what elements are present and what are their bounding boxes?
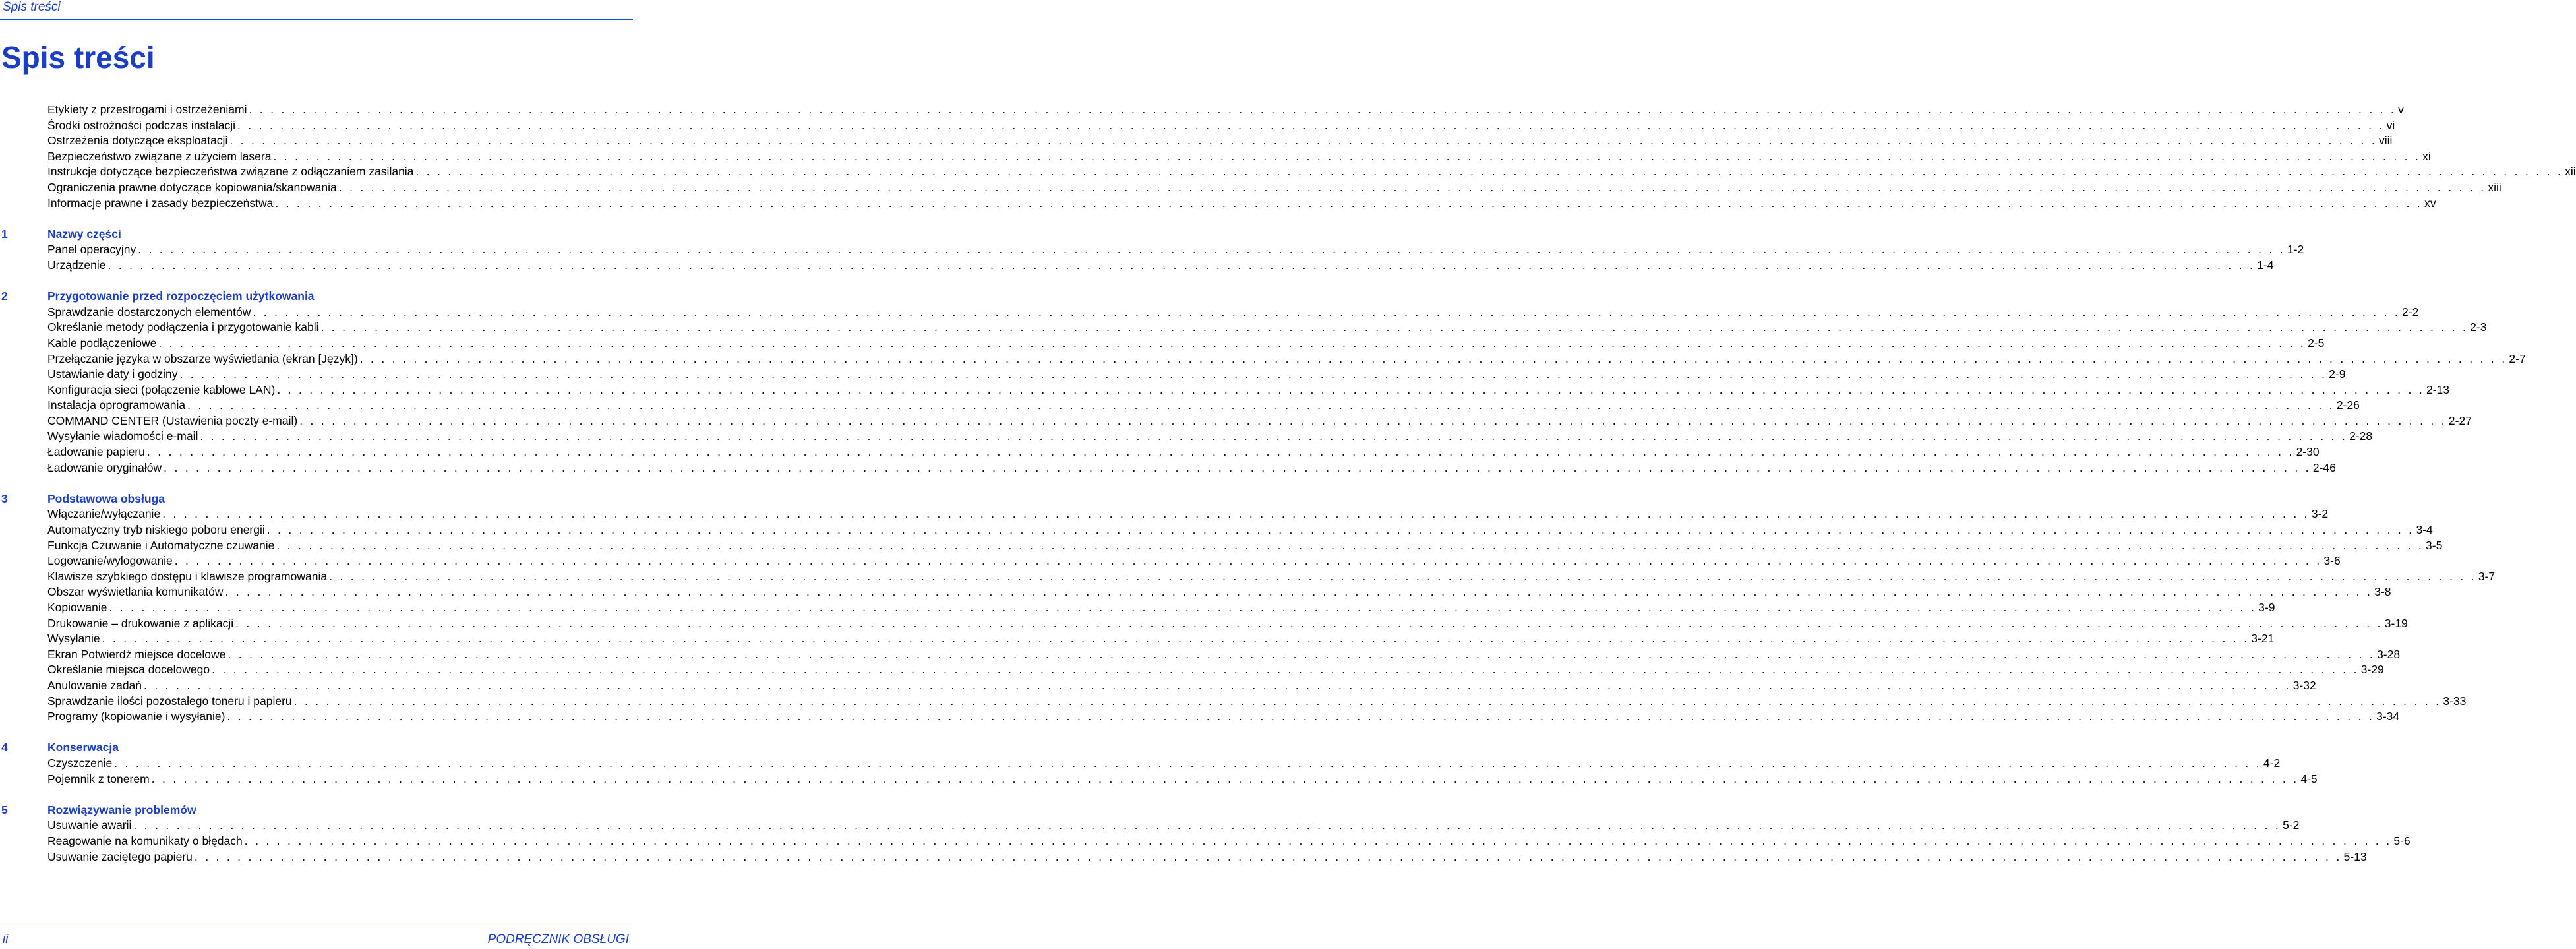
toc-entry[interactable] — [47, 756, 2281, 772]
chapter-number: 4 — [1, 741, 8, 754]
toc-dot-leader: . . . . . . . . . . . . . . . . . . . . . . . . . . . . . . . . . . . . . . . . . . . . . . . . . . . . . . . . . . . . . . . . . . . . . . . . . . . . . . . . . . . . . . . . . . . . . . . . . . . . . . . . . . . . . . . . . . . . . . . . . . . . . . . . . . . . . . . . . . . . . . . . . . . . . . . . . . . . . . . . . . . . . . . . . . . . . . . . . . . . . . . . . . . . . . . . . . . . . . . . — [194, 849, 2342, 863]
toc-entry[interactable] — [47, 522, 2433, 538]
toc-entry-page: 3-28 — [2377, 647, 2401, 661]
toc-entry[interactable] — [47, 398, 2360, 413]
chapter-title: Podstawowa obsługa — [47, 491, 165, 505]
toc-entry-page: 2-7 — [2509, 352, 2526, 365]
toc-entry-page: 2-46 — [2312, 460, 2336, 474]
chapter-section — [0, 289, 2526, 475]
toc-dot-leader: . . . . . . . . . . . . . . . . . . . . . . . . . . . . . . . . . . . . . . . . . . . . . . . . . . . . . . . . . . . . . . . . . . . . . . . . . . . . . . . . . . . . . . . . . . . . . . . . . . . . . . . . . . . . . . . . . . . . . . . . . . . . . . . . . . . . . . . . . . . . . . . . . . . . . . . . . . . . . . . . . . . . . . . . . . . . . . . . . . . . . . . . . . . . . . . . . . . . . . . . — [276, 538, 2424, 552]
toc-entry-title: Ekran Potwierdź miejsce docelowe — [47, 647, 226, 661]
toc-entry[interactable] — [47, 444, 2320, 460]
toc-dot-leader: . . . . . . . . . . . . . . . . . . . . . . . . . . . . . . . . . . . . . . . . . . . . . . . . . . . . . . . . . . . . . . . . . . . . . . . . . . . . . . . . . . . . . . . . . . . . . . . . . . . . . . . . . . . . . . . . . . . . . . . . . . . . . . . . . . . . . . . . . . . . . . . . . . . . . . . . . . . . . . . . . . . . . . . . . . . . . . . . . . . . . . . . . . . . . . . . . . . . . . . . — [293, 694, 2441, 708]
toc-entry[interactable] — [47, 694, 2467, 710]
toc-entry[interactable] — [47, 180, 2501, 196]
toc-entry-title: Panel operacyjny — [47, 243, 136, 257]
toc-entry-page: 2-2 — [2402, 305, 2419, 319]
toc-dot-leader: . . . . . . . . . . . . . . . . . . . . . . . . . . . . . . . . . . . . . . . . . . . . . . . . . . . . . . . . . . . . . . . . . . . . . . . . . . . . . . . . . . . . . . . . . . . . . . . . . . . . . . . . . . . . . . . . . . . . . . . . . . . . . . . . . . . . . . . . . . . . . . . . . . . . . . . . . . . . . . . . . . . . . . . . . . . . . . . . . . . . . . . . . . . . . . . . . . . . . . . . — [133, 818, 2281, 832]
toc-entry-page: 2-9 — [2329, 367, 2346, 381]
toc-entry[interactable] — [47, 631, 2275, 647]
toc-entry-page: 3-19 — [2384, 616, 2408, 630]
toc-entry-page: 5-13 — [2343, 849, 2367, 863]
toc-dot-leader: . . . . . . . . . . . . . . . . . . . . . . . . . . . . . . . . . . . . . . . . . . . . . . . . . . . . . . . . . . . . . . . . . . . . . . . . . . . . . . . . . . . . . . . . . . . . . . . . . . . . . . . . . . . . . . . . . . . . . . . . . . . . . . . . . . . . . . . . . . . . . . . . . . . . . . . . . . . . . . . . . . . . . . . . . . . . . . . . . . . . . . . . . . . . . . . . . . . . . . . . — [109, 601, 2257, 614]
toc-entry[interactable] — [47, 367, 2346, 383]
toc-dot-leader: . . . . . . . . . . . . . . . . . . . . . . . . . . . . . . . . . . . . . . . . . . . . . . . . . . . . . . . . . . . . . . . . . . . . . . . . . . . . . . . . . . . . . . . . . . . . . . . . . . . . . . . . . . . . . . . . . . . . . . . . . . . . . . . . . . . . . . . . . . . . . . . . . . . . . . . . . . . . . . . . . . . . . . . . . . . . . . . . . . . . . . . . . . . . . . . . . . . . . . . . — [359, 352, 2507, 365]
toc-dot-leader: . . . . . . . . . . . . . . . . . . . . . . . . . . . . . . . . . . . . . . . . . . . . . . . . . . . . . . . . . . . . . . . . . . . . . . . . . . . . . . . . . . . . . . . . . . . . . . . . . . . . . . . . . . . . . . . . . . . . . . . . . . . . . . . . . . . . . . . . . . . . . . . . . . . . . . . . . . . . . . . . . . . . . . . . . . . . . . . . . . . . . . . . . . . . . . . . . . . . . . . . — [225, 585, 2373, 599]
toc-dot-leader: . . . . . . . . . . . . . . . . . . . . . . . . . . . . . . . . . . . . . . . . . . . . . . . . . . . . . . . . . . . . . . . . . . . . . . . . . . . . . . . . . . . . . . . . . . . . . . . . . . . . . . . . . . . . . . . . . . . . . . . . . . . . . . . . . . . . . . . . . . . . . . . . . . . . . . . . . . . . . . . . . . . . . . . . . . . . . . . . . . . . . . . . . . . . . . . . . . . . . . . . — [227, 647, 2376, 661]
toc-entry-page: 2-3 — [2470, 321, 2487, 334]
toc-dot-leader: . . . . . . . . . . . . . . . . . . . . . . . . . . . . . . . . . . . . . . . . . . . . . . . . . . . . . . . . . . . . . . . . . . . . . . . . . . . . . . . . . . . . . . . . . . . . . . . . . . . . . . . . . . . . . . . . . . . . . . . . . . . . . . . . . . . . . . . . . . . . . . . . . . . . . . . . . . . . . . . . . . . . . . . . . . . . . . . . . . . . . . . . . . . . . . . . . . . . . . . . — [338, 180, 2486, 194]
chapter-title: Przygotowanie przed rozpoczęciem użytkowania — [47, 290, 315, 303]
toc-dot-leader: . . . . . . . . . . . . . . . . . . . . . . . . . . . . . . . . . . . . . . . . . . . . . . . . . . . . . . . . . . . . . . . . . . . . . . . . . . . . . . . . . . . . . . . . . . . . . . . . . . . . . . . . . . . . . . . . . . . . . . . . . . . . . . . . . . . . . . . . . . . . . . . . . . . . . . . . . . . . . . . . . . . . . . . . . . . . . . . . . . . . . . . . . . . . . . . . . . . . . . . . — [275, 196, 2423, 210]
toc-dot-leader: . . . . . . . . . . . . . . . . . . . . . . . . . . . . . . . . . . . . . . . . . . . . . . . . . . . . . . . . . . . . . . . . . . . . . . . . . . . . . . . . . . . . . . . . . . . . . . . . . . . . . . . . . . . . . . . . . . . . . . . . . . . . . . . . . . . . . . . . . . . . . . . . . . . . . . . . . . . . . . . . . . . . . . . . . . . . . . . . . . . . . . . . . . . . . . . . . . . . . . . . — [162, 507, 2310, 521]
chapter-section — [0, 227, 2304, 274]
toc-entry-title: Obszar wyświetlania komunikatów — [47, 585, 224, 599]
toc-dot-leader: . . . . . . . . . . . . . . . . . . . . . . . . . . . . . . . . . . . . . . . . . . . . . . . . . . . . . . . . . . . . . . . . . . . . . . . . . . . . . . . . . . . . . . . . . . . . . . . . . . . . . . . . . . . . . . . . . . . . . . . . . . . . . . . . . . . . . . . . . . . . . . . . . . . . . . . . . . . . . . . . . . . . . . . . . . . . . . . . . . . . . . . . . . . . . . . . . . . . . . . . — [187, 398, 2335, 412]
toc-dot-leader: . . . . . . . . . . . . . . . . . . . . . . . . . . . . . . . . . . . . . . . . . . . . . . . . . . . . . . . . . . . . . . . . . . . . . . . . . . . . . . . . . . . . . . . . . . . . . . . . . . . . . . . . . . . . . . . . . . . . . . . . . . . . . . . . . . . . . . . . . . . . . . . . . . . . . . . . . . . . . . . . . . . . . . . . . . . . . . . . . . . . . . . . . . . . . . . . . . . . . . . . — [107, 258, 2256, 272]
toc-entry-page: 2-5 — [2308, 336, 2325, 350]
toc-entry-page: 4-5 — [2300, 772, 2318, 785]
toc-entry[interactable] — [47, 569, 2496, 585]
toc-dot-leader: . . . . . . . . . . . . . . . . . . . . . . . . . . . . . . . . . . . . . . . . . . . . . . . . . . . . . . . . . . . . . . . . . . . . . . . . . . . . . . . . . . . . . . . . . . . . . . . . . . . . . . . . . . . . . . . . . . . . . . . . . . . . . . . . . . . . . . . . . . . . . . . . . . . . . . . . . . . . . . . . . . . . . . . . . . . . . . . . . . . . . . . . . . . . . . . . . . . . . . . . — [227, 710, 2375, 723]
toc-entry-page: viii — [2379, 134, 2393, 148]
chapter-title: Konserwacja — [47, 741, 119, 754]
toc-entry-title: Etykiety z przestrogami i ostrzeżeniami — [47, 103, 247, 116]
toc-entry[interactable] — [47, 352, 2526, 367]
toc-entry[interactable] — [47, 538, 2443, 554]
toc-entry-page: xii — [2565, 165, 2576, 179]
toc-entry-title: Automatyczny tryb niskiego poboru energii — [47, 523, 265, 537]
toc-entry[interactable] — [47, 818, 2300, 834]
toc-dot-leader: . . . . . . . . . . . . . . . . . . . . . . . . . . . . . . . . . . . . . . . . . . . . . . . . . . . . . . . . . . . . . . . . . . . . . . . . . . . . . . . . . . . . . . . . . . . . . . . . . . . . . . . . . . . . . . . . . . . . . . . . . . . . . . . . . . . . . . . . . . . . . . . . . . . . . . . . . . . . . . . . . . . . . . . . . . . . . . . . . . . . . . . . . . . . . . . . . . . . . . . . — [277, 383, 2424, 396]
toc-entry[interactable] — [47, 383, 2450, 398]
front-matter-section — [0, 102, 2576, 211]
toc-entry-page: 2-26 — [2336, 398, 2360, 412]
running-footer — [0, 927, 633, 949]
toc-entry[interactable] — [47, 772, 2318, 787]
toc-entry[interactable] — [47, 336, 2325, 352]
toc-dot-leader: . . . . . . . . . . . . . . . . . . . . . . . . . . . . . . . . . . . . . . . . . . . . . . . . . . . . . . . . . . . . . . . . . . . . . . . . . . . . . . . . . . . . . . . . . . . . . . . . . . . . . . . . . . . . . . . . . . . . . . . . . . . . . . . . . . . . . . . . . . . . . . . . . . . . . . . . . . . . . . . . . . . . . . . . . . . . . . . . . . . . . . . . . . . . . . . . . . . . . . . . — [164, 460, 2311, 474]
chapter-section — [0, 740, 2318, 787]
toc-entry-title: Ostrzeżenia dotyczące eksploatacji — [47, 134, 228, 148]
toc-dot-leader: . . . . . . . . . . . . . . . . . . . . . . . . . . . . . . . . . . . . . . . . . . . . . . . . . . . . . . . . . . . . . . . . . . . . . . . . . . . . . . . . . . . . . . . . . . . . . . . . . . . . . . . . . . . . . . . . . . . . . . . . . . . . . . . . . . . . . . . . . . . . . . . . . . . . . . . . . . . . . . . . . . . . . . . . . . . . . . . . . . . . . . . . . . . . . . . . . . . . . . . . — [151, 772, 2299, 785]
toc-entry-page: 2-30 — [2296, 445, 2320, 459]
toc-dot-leader: . . . . . . . . . . . . . . . . . . . . . . . . . . . . . . . . . . . . . . . . . . . . . . . . . . . . . . . . . . . . . . . . . . . . . . . . . . . . . . . . . . . . . . . . . . . . . . . . . . . . . . . . . . . . . . . . . . . . . . . . . . . . . . . . . . . . . . . . . . . . . . . . . . . . . . . . . . . . . . . . . . . . . . . . . . . . . . . . . . . . . . . . . . . . . . . . . . . . . . . . — [320, 321, 2469, 334]
toc-dot-leader: . . . . . . . . . . . . . . . . . . . . . . . . . . . . . . . . . . . . . . . . . . . . . . . . . . . . . . . . . . . . . . . . . . . . . . . . . . . . . . . . . . . . . . . . . . . . . . . . . . . . . . . . . . . . . . . . . . . . . . . . . . . . . . . . . . . . . . . . . . . . . . . . . . . . . . . . . . . . . . . . . . . . . . . . . . . . . . . . . . . . . . . . . . . . . . . . . . . . . . . . — [102, 632, 2250, 646]
toc-entry-page: 5-6 — [2393, 834, 2411, 847]
chapter-number: 3 — [1, 491, 8, 505]
toc-entry-page: 3-32 — [2292, 678, 2316, 692]
toc-entry-title: Usuwanie zaciętego papieru — [47, 849, 193, 863]
toc-entry[interactable] — [47, 305, 2419, 321]
toc-entry-title: Wysyłanie — [47, 632, 100, 646]
footer-manual-name: PODRĘCZNIK OBSŁUGI — [487, 933, 629, 946]
toc-entry-title: Czyszczenie — [47, 756, 113, 770]
toc-entry-page: 3-33 — [2443, 694, 2467, 708]
toc-entry-title: Środki ostrożności podczas instalacji — [47, 118, 235, 132]
toc-entry-page: xv — [2424, 196, 2436, 210]
chapter-section — [0, 803, 2411, 865]
toc-entry-page: 3-34 — [2376, 710, 2400, 723]
toc-entry[interactable] — [47, 584, 2391, 600]
toc-entry-title: Klawisze szybkiego dostępu i klawisze programowania — [47, 569, 328, 583]
toc-dot-leader: . . . . . . . . . . . . . . . . . . . . . . . . . . . . . . . . . . . . . . . . . . . . . . . . . . . . . . . . . . . . . . . . . . . . . . . . . . . . . . . . . . . . . . . . . . . . . . . . . . . . . . . . . . . . . . . . . . . . . . . . . . . . . . . . . . . . . . . . . . . . . . . . . . . . . . . . . . . . . . . . . . . . . . . . . . . . . . . . . . . . . . . . . . . . . . . . . . . . . . . . — [249, 103, 2397, 116]
toc-entry-page: 2-13 — [2426, 383, 2450, 396]
toc-entry-page: 3-8 — [2374, 585, 2391, 599]
toc-dot-leader: . . . . . . . . . . . . . . . . . . . . . . . . . . . . . . . . . . . . . . . . . . . . . . . . . . . . . . . . . . . . . . . . . . . . . . . . . . . . . . . . . . . . . . . . . . . . . . . . . . . . . . . . . . . . . . . . . . . . . . . . . . . . . . . . . . . . . . . . . . . . . . . . . . . . . . . . . . . . . . . . . . . . . . . . . . . . . . . . . . . . . . . . . . . . . . . . . . . . . . . . — [266, 523, 2414, 537]
chapter-heading[interactable] — [0, 803, 633, 818]
toc-entry-title: Określanie metody podłączenia i przygotowanie kabli — [47, 321, 319, 334]
toc-dot-leader: . . . . . . . . . . . . . . . . . . . . . . . . . . . . . . . . . . . . . . . . . . . . . . . . . . . . . . . . . . . . . . . . . . . . . . . . . . . . . . . . . . . . . . . . . . . . . . . . . . . . . . . . . . . . . . . . . . . . . . . . . . . . . . . . . . . . . . . . . . . . . . . . . . . . . . . . . . . . . . . . . . . . . . . . . . . . . . . . . . . . . . . . . . . . . . . . . . . . . . . . — [179, 367, 2327, 381]
toc-entry[interactable] — [47, 133, 2393, 149]
toc-entry-title: Konfiguracja sieci (połączenie kablowe LAN) — [47, 383, 276, 396]
toc-dot-leader: . . . . . . . . . . . . . . . . . . . . . . . . . . . . . . . . . . . . . . . . . . . . . . . . . . . . . . . . . . . . . . . . . . . . . . . . . . . . . . . . . . . . . . . . . . . . . . . . . . . . . . . . . . . . . . . . . . . . . . . . . . . . . . . . . . . . . . . . . . . . . . . . . . . . . . . . . . . . . . . . . . . . . . . . . . . . . . . . . . . . . . . . . . . . . . . . . . . . . . . . — [415, 165, 2563, 179]
toc-entry-page: 4-2 — [2263, 756, 2281, 770]
toc-entry-title: Urządzenie — [47, 258, 106, 272]
toc-entry[interactable] — [47, 164, 2576, 180]
toc-dot-leader: . . . . . . . . . . . . . . . . . . . . . . . . . . . . . . . . . . . . . . . . . . . . . . . . . . . . . . . . . . . . . . . . . . . . . . . . . . . . . . . . . . . . . . . . . . . . . . . . . . . . . . . . . . . . . . . . . . . . . . . . . . . . . . . . . . . . . . . . . . . . . . . . . . . . . . . . . . . . . . . . . . . . . . . . . . . . . . . . . . . . . . . . . . . . . . . . . . . . . . . . — [114, 756, 2261, 770]
toc-entry[interactable] — [47, 616, 2408, 632]
toc-entry-title: Ograniczenia prawne dotyczące kopiowania/skanowania — [47, 180, 337, 194]
toc-dot-leader: . . . . . . . . . . . . . . . . . . . . . . . . . . . . . . . . . . . . . . . . . . . . . . . . . . . . . . . . . . . . . . . . . . . . . . . . . . . . . . . . . . . . . . . . . . . . . . . . . . . . . . . . . . . . . . . . . . . . . . . . . . . . . . . . . . . . . . . . . . . . . . . . . . . . . . . . . . . . . . . . . . . . . . . . . . . . . . . . . . . . . . . . . . . . . . . . . . . . . . . . — [253, 305, 2401, 319]
toc-dot-leader: . . . . . . . . . . . . . . . . . . . . . . . . . . . . . . . . . . . . . . . . . . . . . . . . . . . . . . . . . . . . . . . . . . . . . . . . . . . . . . . . . . . . . . . . . . . . . . . . . . . . . . . . . . . . . . . . . . . . . . . . . . . . . . . . . . . . . . . . . . . . . . . . . . . . . . . . . . . . . . . . . . . . . . . . . . . . . . . . . . . . . . . . . . . . . . . . . . . . . . . . — [244, 834, 2392, 847]
toc-entry-title: Bezpieczeństwo związane z użyciem lasera — [47, 149, 272, 163]
toc-entry[interactable] — [47, 242, 2304, 258]
toc-entry-page: 5-2 — [2283, 818, 2300, 832]
toc-entry-title: Ładowanie papieru — [47, 445, 145, 459]
toc-entry[interactable] — [47, 413, 2472, 429]
toc-dot-leader: . . . . . . . . . . . . . . . . . . . . . . . . . . . . . . . . . . . . . . . . . . . . . . . . . . . . . . . . . . . . . . . . . . . . . . . . . . . . . . . . . . . . . . . . . . . . . . . . . . . . . . . . . . . . . . . . . . . . . . . . . . . . . . . . . . . . . . . . . . . . . . . . . . . . . . . . . . . . . . . . . . . . . . . . . . . . . . . . . . . . . . . . . . . . . . . . . . . . . . . . — [237, 118, 2385, 132]
toc-entry-page: 3-5 — [2426, 538, 2443, 552]
toc-entry-page: 3-21 — [2251, 632, 2275, 646]
toc-entry-page: 3-29 — [2360, 663, 2384, 677]
chapter-section — [0, 491, 2496, 725]
toc-entry-page: v — [2398, 103, 2404, 116]
toc-entry[interactable] — [47, 553, 2341, 569]
toc-entry-page: 1-2 — [2287, 243, 2304, 257]
chapter-heading[interactable] — [0, 227, 633, 243]
chapter-heading[interactable] — [0, 289, 633, 305]
chapter-heading[interactable] — [0, 740, 633, 756]
toc-entry[interactable] — [47, 102, 2404, 118]
toc-entry-page: 3-2 — [2311, 507, 2329, 521]
toc-entry-title: Programy (kopiowanie i wysyłanie) — [47, 710, 225, 723]
toc-entry[interactable] — [47, 196, 2436, 212]
toc-entry-title: Drukowanie – drukowanie z aplikacji — [47, 616, 234, 630]
page-title: Spis treści — [1, 40, 155, 75]
toc-dot-leader: . . . . . . . . . . . . . . . . . . . . . . . . . . . . . . . . . . . . . . . . . . . . . . . . . . . . . . . . . . . . . . . . . . . . . . . . . . . . . . . . . . . . . . . . . . . . . . . . . . . . . . . . . . . . . . . . . . . . . . . . . . . . . . . . . . . . . . . . . . . . . . . . . . . . . . . . . . . . . . . . . . . . . . . . . . . . . . . . . . . . . . . . . . . . . . . . . . . . . . . . — [174, 554, 2322, 568]
toc-dot-leader: . . . . . . . . . . . . . . . . . . . . . . . . . . . . . . . . . . . . . . . . . . . . . . . . . . . . . . . . . . . . . . . . . . . . . . . . . . . . . . . . . . . . . . . . . . . . . . . . . . . . . . . . . . . . . . . . . . . . . . . . . . . . . . . . . . . . . . . . . . . . . . . . . . . . . . . . . . . . . . . . . . . . . . . . . . . . . . . . . . . . . . . . . . . . . . . . . . . . . . . . — [138, 243, 2285, 257]
toc-entry-page: 3-7 — [2478, 569, 2496, 583]
toc-entry-title: Anulowanie zadań — [47, 678, 142, 692]
toc-entry-page: 2-27 — [2448, 413, 2472, 427]
toc-dot-leader: . . . . . . . . . . . . . . . . . . . . . . . . . . . . . . . . . . . . . . . . . . . . . . . . . . . . . . . . . . . . . . . . . . . . . . . . . . . . . . . . . . . . . . . . . . . . . . . . . . . . . . . . . . . . . . . . . . . . . . . . . . . . . . . . . . . . . . . . . . . . . . . . . . . . . . . . . . . . . . . . . . . . . . . . . . . . . . . . . . . . . . . . . . . . . . . . . . . . . . . . — [144, 678, 2291, 692]
toc-entry-title: Przełączanie języka w obszarze wyświetlania (ekran [Język]) — [47, 352, 358, 365]
toc-entry-title: Kopiowanie — [47, 601, 107, 614]
table-of-contents — [0, 102, 2576, 865]
toc-entry-title: Sprawdzanie ilości pozostałego toneru i papieru — [47, 694, 292, 708]
toc-entry[interactable] — [47, 506, 2329, 522]
toc-entry[interactable] — [47, 834, 2411, 849]
toc-entry-title: Logowanie/wylogowanie — [47, 554, 173, 568]
chapter-number: 1 — [1, 227, 8, 241]
toc-entry-title: Informacje prawne i zasady bezpieczeństwa — [47, 196, 274, 210]
chapter-number: 5 — [1, 803, 8, 816]
toc-entry-title: Włączanie/wyłączanie — [47, 507, 161, 521]
toc-entry[interactable] — [47, 662, 2384, 678]
toc-entry[interactable] — [47, 149, 2431, 165]
toc-entry[interactable] — [47, 849, 2367, 865]
toc-entry-page: 3-6 — [2323, 554, 2341, 568]
toc-entry-title: Ustawianie daty i godziny — [47, 367, 178, 381]
toc-dot-leader: . . . . . . . . . . . . . . . . . . . . . . . . . . . . . . . . . . . . . . . . . . . . . . . . . . . . . . . . . . . . . . . . . . . . . . . . . . . . . . . . . . . . . . . . . . . . . . . . . . . . . . . . . . . . . . . . . . . . . . . . . . . . . . . . . . . . . . . . . . . . . . . . . . . . . . . . . . . . . . . . . . . . . . . . . . . . . . . . . . . . . . . . . . . . . . . . . . . . . . . . — [200, 429, 2348, 443]
toc-dot-leader: . . . . . . . . . . . . . . . . . . . . . . . . . . . . . . . . . . . . . . . . . . . . . . . . . . . . . . . . . . . . . . . . . . . . . . . . . . . . . . . . . . . . . . . . . . . . . . . . . . . . . . . . . . . . . . . . . . . . . . . . . . . . . . . . . . . . . . . . . . . . . . . . . . . . . . . . . . . . . . . . . . . . . . . . . . . . . . . . . . . . . . . . . . . . . . . . . . . . . . . . — [299, 413, 2447, 427]
toc-entry-page: 3-9 — [2258, 601, 2275, 614]
toc-dot-leader: . . . . . . . . . . . . . . . . . . . . . . . . . . . . . . . . . . . . . . . . . . . . . . . . . . . . . . . . . . . . . . . . . . . . . . . . . . . . . . . . . . . . . . . . . . . . . . . . . . . . . . . . . . . . . . . . . . . . . . . . . . . . . . . . . . . . . . . . . . . . . . . . . . . . . . . . . . . . . . . . . . . . . . . . . . . . . . . . . . . . . . . . . . . . . . . . . . . . . . . . — [273, 149, 2421, 163]
toc-dot-leader: . . . . . . . . . . . . . . . . . . . . . . . . . . . . . . . . . . . . . . . . . . . . . . . . . . . . . . . . . . . . . . . . . . . . . . . . . . . . . . . . . . . . . . . . . . . . . . . . . . . . . . . . . . . . . . . . . . . . . . . . . . . . . . . . . . . . . . . . . . . . . . . . . . . . . . . . . . . . . . . . . . . . . . . . . . . . . . . . . . . . . . . . . . . . . . . . . . . . . . . . — [158, 336, 2306, 350]
toc-entry[interactable] — [47, 429, 2373, 444]
toc-entry[interactable] — [47, 258, 2274, 274]
toc-entry[interactable] — [47, 118, 2395, 134]
toc-entry[interactable] — [47, 460, 2336, 476]
toc-entry[interactable] — [47, 647, 2401, 663]
running-header-title: Spis treści — [3, 0, 61, 14]
toc-dot-leader: . . . . . . . . . . . . . . . . . . . . . . . . . . . . . . . . . . . . . . . . . . . . . . . . . . . . . . . . . . . . . . . . . . . . . . . . . . . . . . . . . . . . . . . . . . . . . . . . . . . . . . . . . . . . . . . . . . . . . . . . . . . . . . . . . . . . . . . . . . . . . . . . . . . . . . . . . . . . . . . . . . . . . . . . . . . . . . . . . . . . . . . . . . . . . . . . . . . . . . . . — [229, 134, 2377, 148]
toc-entry-title: COMMAND CENTER (Ustawienia poczty e-mail) — [47, 413, 298, 427]
toc-entry-title: Ładowanie oryginałów — [47, 460, 162, 474]
chapter-heading[interactable] — [0, 491, 633, 507]
toc-entry-title: Funkcja Czuwanie i Automatyczne czuwanie — [47, 538, 275, 552]
toc-entry-page: 2-28 — [2349, 429, 2373, 443]
toc-entry-page: xiii — [2488, 180, 2501, 194]
toc-entry-title: Określanie miejsca docelowego — [47, 663, 210, 677]
toc-entry-title: Sprawdzanie dostarczonych elementów — [47, 305, 251, 319]
running-header — [0, 0, 633, 20]
toc-entry-title: Instalacja oprogramowania — [47, 398, 186, 412]
footer-page-number: ii — [3, 933, 9, 946]
toc-entry-title: Kable podłączeniowe — [47, 336, 157, 350]
toc-entry-title: Usuwanie awarii — [47, 818, 132, 832]
toc-dot-leader: . . . . . . . . . . . . . . . . . . . . . . . . . . . . . . . . . . . . . . . . . . . . . . . . . . . . . . . . . . . . . . . . . . . . . . . . . . . . . . . . . . . . . . . . . . . . . . . . . . . . . . . . . . . . . . . . . . . . . . . . . . . . . . . . . . . . . . . . . . . . . . . . . . . . . . . . . . . . . . . . . . . . . . . . . . . . . . . . . . . . . . . . . . . . . . . . . . . . . . . . — [212, 663, 2359, 677]
toc-entry-title: Instrukcje dotyczące bezpieczeństwa związane z odłączaniem zasilania — [47, 165, 414, 179]
toc-entry[interactable] — [47, 320, 2487, 336]
toc-entry-title: Reagowanie na komunikaty o błędach — [47, 834, 243, 847]
toc-entry-page: vi — [2386, 118, 2395, 132]
toc-entry[interactable] — [47, 600, 2275, 616]
toc-entry-title: Pojemnik z tonerem — [47, 772, 150, 785]
chapter-title: Rozwiązywanie problemów — [47, 803, 196, 816]
chapter-title: Nazwy części — [47, 227, 121, 241]
toc-dot-leader: . . . . . . . . . . . . . . . . . . . . . . . . . . . . . . . . . . . . . . . . . . . . . . . . . . . . . . . . . . . . . . . . . . . . . . . . . . . . . . . . . . . . . . . . . . . . . . . . . . . . . . . . . . . . . . . . . . . . . . . . . . . . . . . . . . . . . . . . . . . . . . . . . . . . . . . . . . . . . . . . . . . . . . . . . . . . . . . . . . . . . . . . . . . . . . . . . . . . . . . . — [146, 445, 2294, 459]
toc-entry[interactable] — [47, 709, 2400, 725]
toc-entry-page: 3-4 — [2416, 523, 2433, 537]
toc-dot-leader: . . . . . . . . . . . . . . . . . . . . . . . . . . . . . . . . . . . . . . . . . . . . . . . . . . . . . . . . . . . . . . . . . . . . . . . . . . . . . . . . . . . . . . . . . . . . . . . . . . . . . . . . . . . . . . . . . . . . . . . . . . . . . . . . . . . . . . . . . . . . . . . . . . . . . . . . . . . . . . . . . . . . . . . . . . . . . . . . . . . . . . . . . . . . . . . . . . . . . . . . — [329, 569, 2476, 583]
toc-entry[interactable] — [47, 678, 2316, 694]
toc-entry-title: Wysyłanie wiadomości e-mail — [47, 429, 198, 443]
toc-dot-leader: . . . . . . . . . . . . . . . . . . . . . . . . . . . . . . . . . . . . . . . . . . . . . . . . . . . . . . . . . . . . . . . . . . . . . . . . . . . . . . . . . . . . . . . . . . . . . . . . . . . . . . . . . . . . . . . . . . . . . . . . . . . . . . . . . . . . . . . . . . . . . . . . . . . . . . . . . . . . . . . . . . . . . . . . . . . . . . . . . . . . . . . . . . . . . . . . . . . . . . . . — [235, 616, 2383, 630]
toc-entry-page: xi — [2422, 149, 2431, 163]
toc-entry-page: 1-4 — [2257, 258, 2274, 272]
chapter-number: 2 — [1, 290, 8, 303]
